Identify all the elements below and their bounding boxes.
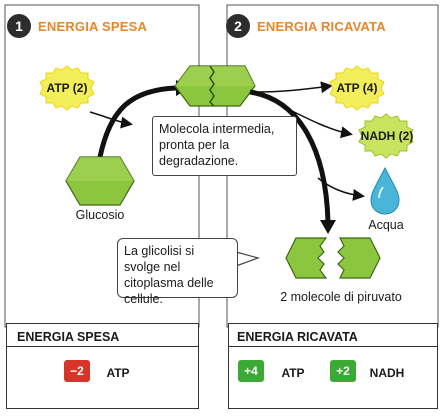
cytoplasm-callout: La glicolisi si svolge nel citoplasma delle cellule. — [117, 238, 238, 298]
glucose-label: Glucosio — [75, 208, 125, 222]
summary-gained-title: ENERGIA RICAVATA — [237, 330, 358, 344]
summary-spent-value: −2 — [64, 360, 90, 382]
step-2-number: 2 — [226, 14, 250, 38]
intermediate-label: Molecola intermedia, pronta per la degradazione. — [152, 116, 297, 176]
glucose-shape — [66, 157, 134, 205]
atp-in-badge-label: ATP (2) — [46, 81, 88, 95]
nadh-out-badge-label: NADH (2) — [360, 129, 414, 143]
summary-nadh-molecule: NADH — [369, 366, 405, 380]
intermediate-molecule-shape — [175, 66, 255, 106]
summary-atp-value: +4 — [238, 360, 264, 382]
step-1-title: ENERGIA SPESA — [38, 19, 148, 34]
water-label: Acqua — [368, 218, 404, 232]
atp-out-badge-label: ATP (4) — [336, 81, 378, 95]
summary-atp-molecule: ATP — [281, 366, 305, 380]
summary-spent-molecule: ATP — [106, 366, 130, 380]
step-1-number: 1 — [7, 14, 31, 38]
summary-spent-title: ENERGIA SPESA — [17, 330, 120, 344]
summary-nadh-value: +2 — [330, 360, 356, 382]
step-2-title: ENERGIA RICAVATA — [257, 19, 386, 34]
pyruvate-label: 2 molecole di piruvato — [280, 290, 402, 304]
